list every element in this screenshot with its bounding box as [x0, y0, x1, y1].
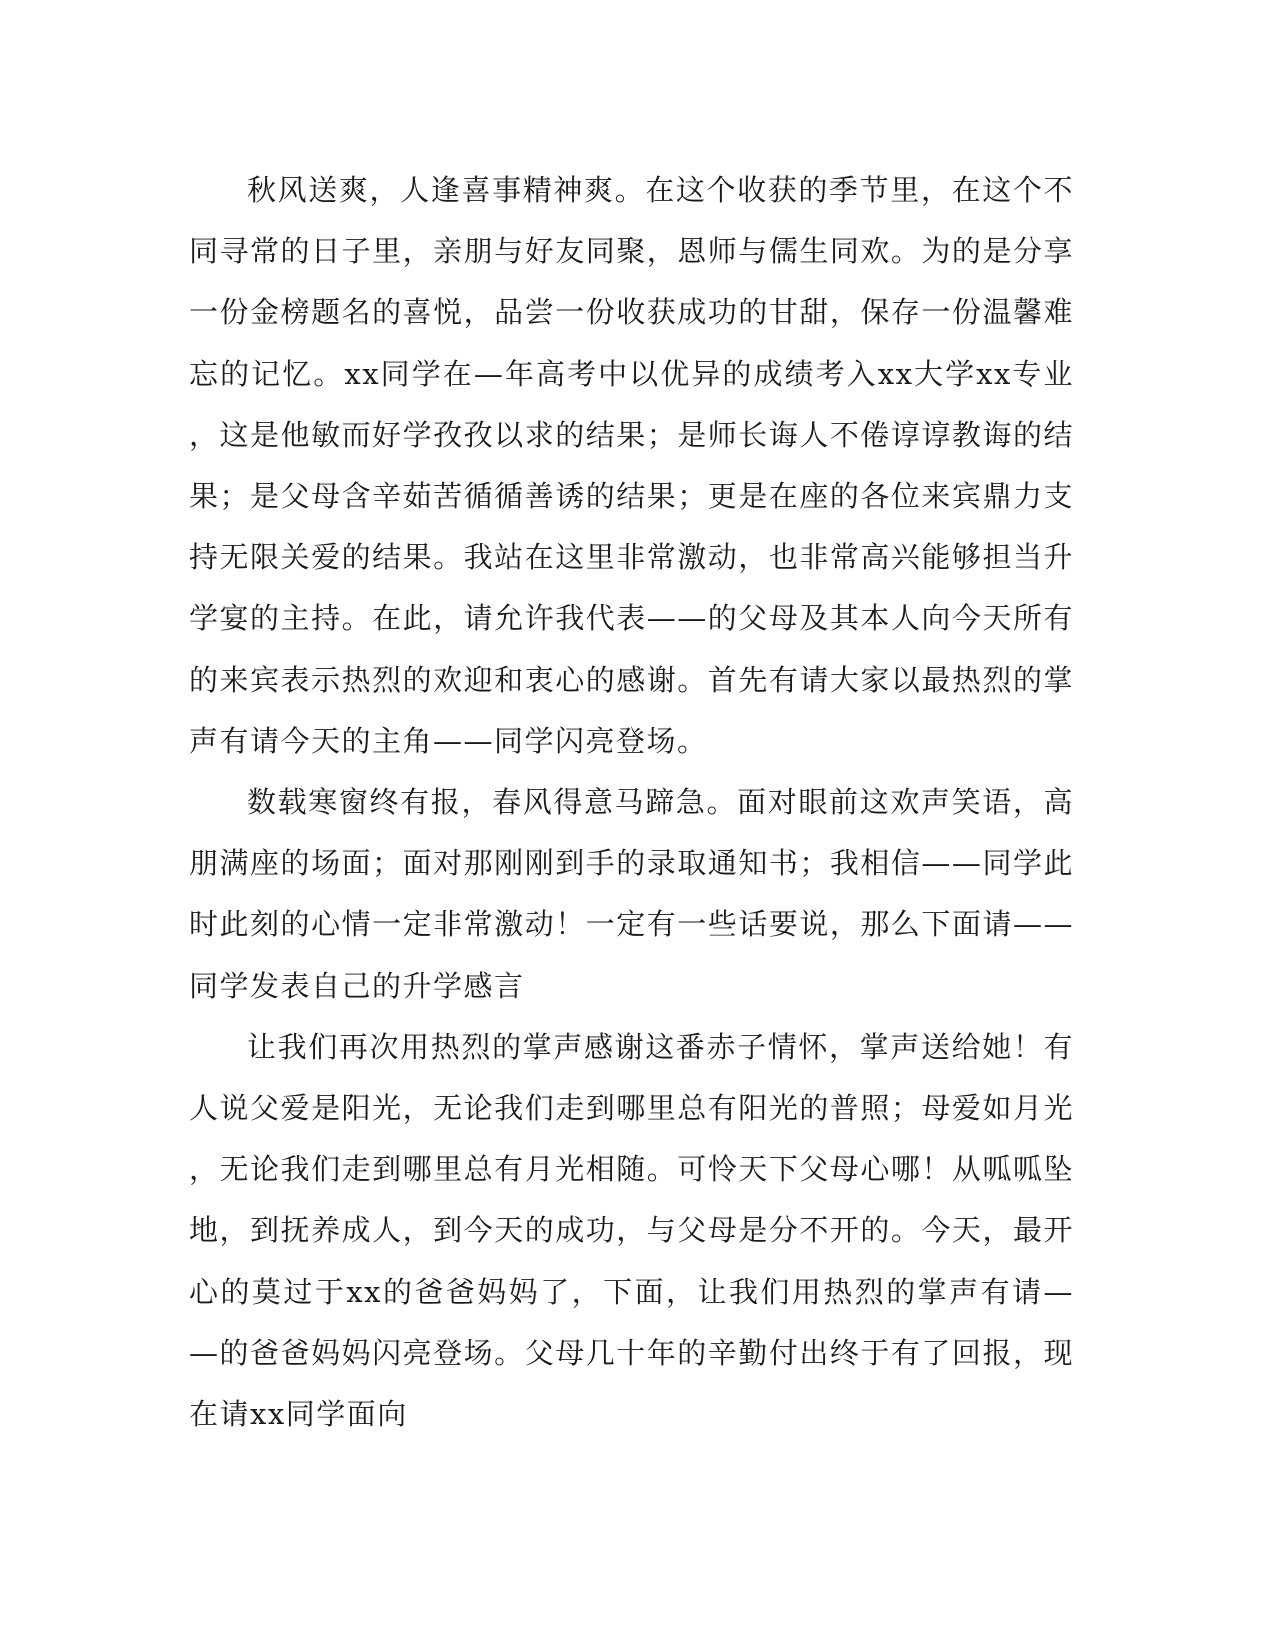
paragraph-1: 秋风送爽，人逢喜事精神爽。在这个收获的季节里，在这个不同寻常的日子里，亲朋与好友同聚，恩师与儒生同欢。为的是分享一份金榜题名的喜悦，品尝一份收获成功的甘甜，保存一份温馨难忘的记忆。xx同学在—年高考中以优异的成绩考入xx大学xx专业，这是他敏而好学孜孜以求的结果；是师长诲人不倦谆谆教诲的结果；是父母含辛茹苦循循善诱的结果；更是在座的各位来宾鼎力支持无限关爱的结果。我站在这里非常激动，也非常高兴能够担当升学宴的主持。在此，请允许我代表——的父母及其本人向今天所有的来宾表示热烈的欢迎和衷心的感谢。首先有请大家以最热烈的掌声有请今天的主角——同学闪亮登场。: [189, 173, 1074, 758]
paragraph-2: 数载寒窗终有报，春风得意马蹄急。面对眼前这欢声笑语，高朋满座的场面；面对那刚刚到手的录取通知书；我相信——同学此时此刻的心情一定非常激动！一定有一些话要说，那么下面请——同学发表自己的升学感言: [189, 785, 1074, 1003]
paragraph-3: 让我们再次用热烈的掌声感谢这番赤子情怀，掌声送给她！有人说父爱是阳光，无论我们走到哪里总有阳光的普照；母爱如月光，无论我们走到哪里总有月光相随。可怜天下父母心哪！从呱呱坠地，到抚养成人，到今天的成功，与父母是分不开的。今天，最开心的莫过于xx的爸爸妈妈了，下面，让我们用热烈的掌声有请——的爸爸妈妈闪亮登场。父母几十年的辛勤付出终于有了回报，现在请xx同学面向: [189, 1029, 1074, 1432]
document-body: [189, 160, 1074, 1445]
